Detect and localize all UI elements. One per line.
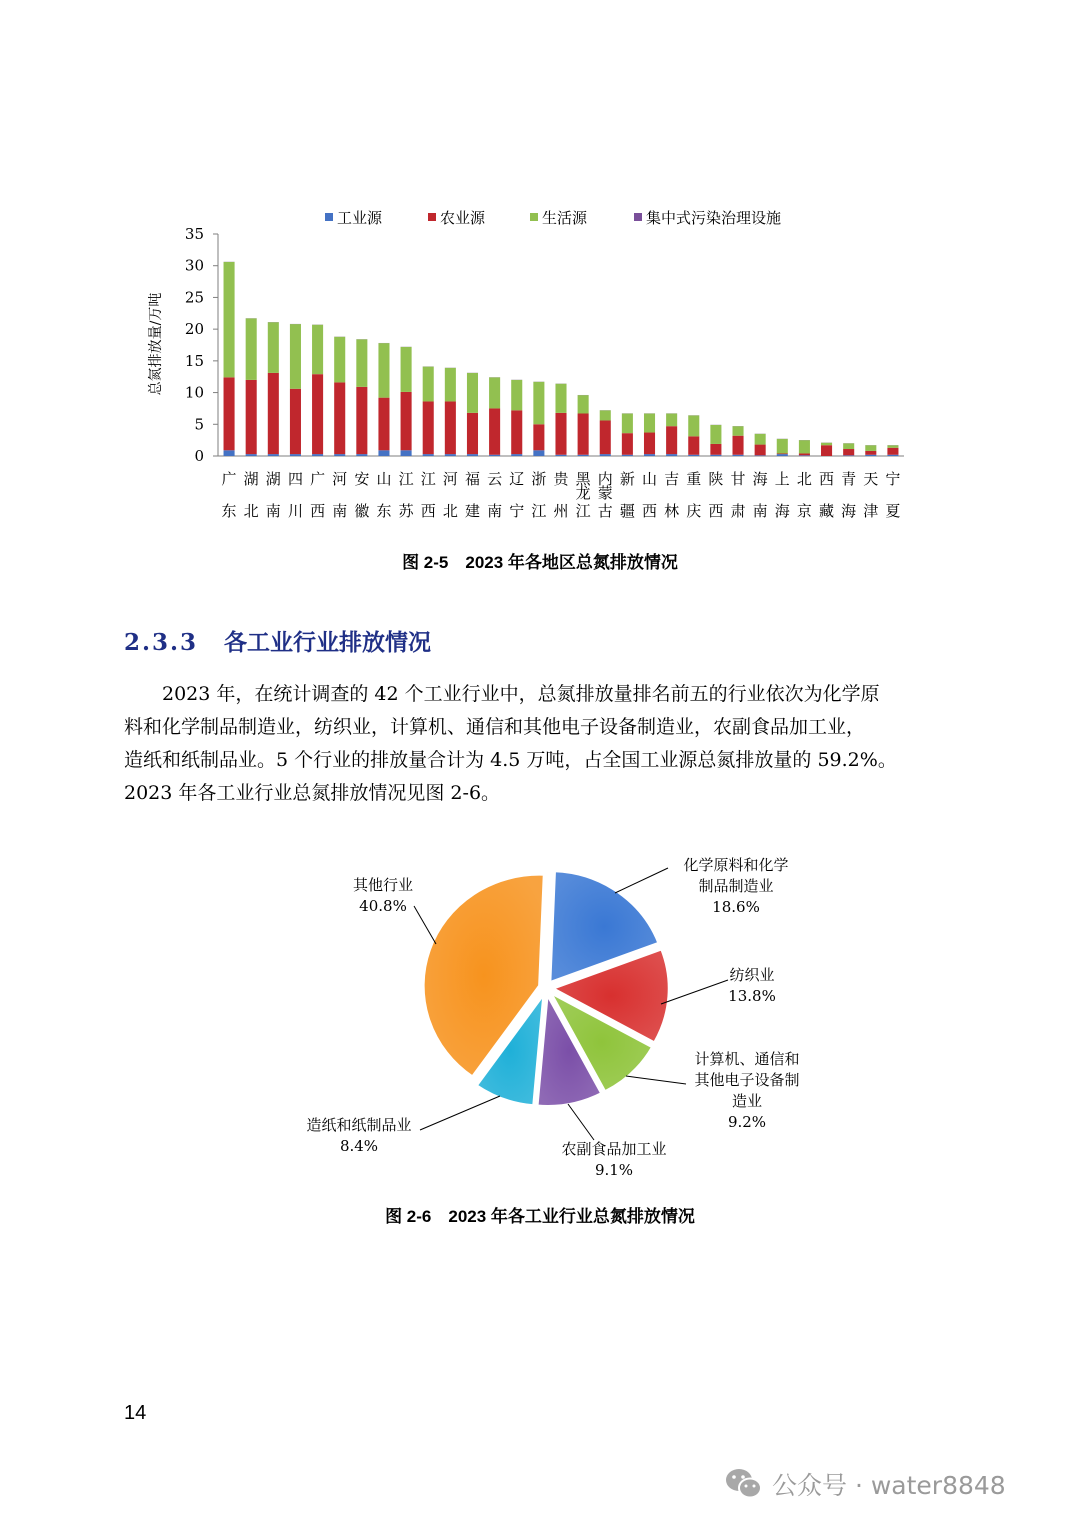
slice-value-label: 13.8%	[728, 987, 776, 1005]
x-category-label: 湖	[243, 470, 259, 488]
x-category-label: 林	[664, 502, 680, 520]
x-category-label: 海	[774, 502, 790, 520]
x-category-label: 上	[774, 470, 790, 488]
x-category-label: 北	[442, 502, 458, 520]
x-category-label: 山	[376, 470, 392, 488]
x-category-label: 古	[597, 502, 613, 520]
slice-value-label: 40.8%	[359, 897, 407, 915]
x-category-label: 疆	[619, 502, 635, 520]
x-category-label: 黑	[575, 470, 591, 488]
x-category-label: 云	[487, 470, 503, 488]
x-category-label: 西	[420, 502, 436, 520]
x-category-label: 建	[464, 502, 480, 520]
slice-value-label: 9.1%	[594, 1161, 634, 1179]
x-category-label: 内	[597, 470, 613, 488]
y-tick-label: 35	[184, 225, 204, 243]
x-category-label: 海	[752, 470, 768, 488]
figure-2-5-caption: 图 2-5 2023 年各地区总氮排放情况	[402, 553, 678, 572]
figure-2-6-caption: 图 2-6 2023 年各工业行业总氮排放情况	[385, 1207, 695, 1226]
legend-label: 农业源	[440, 209, 486, 227]
x-category-label: 山	[642, 470, 658, 488]
x-category-label: 河	[442, 470, 458, 488]
x-category-label: 宁	[509, 502, 525, 520]
x-category-label: 浙	[531, 470, 547, 488]
x-category-label: 京	[796, 502, 812, 520]
slice-label: 造业	[731, 1092, 763, 1110]
x-category-label: 南	[752, 502, 768, 520]
y-axis-title: 总氮排放量/万吨	[148, 292, 164, 396]
legend-label: 生活源	[542, 209, 588, 227]
x-category-label: 藏	[819, 502, 835, 520]
slice-label: 造纸和纸制品业	[306, 1116, 412, 1134]
x-category-label: 庆	[686, 502, 702, 520]
x-category-label: 北	[796, 470, 812, 488]
leader-line	[568, 1104, 594, 1140]
x-category-label: 夏	[885, 502, 901, 520]
slice-value-label: 18.6%	[712, 898, 760, 916]
x-category-label: 蒙	[597, 484, 613, 502]
section-number: 2.3.3	[124, 629, 199, 656]
x-category-label: 江	[531, 502, 547, 520]
x-category-label: 湖	[265, 470, 281, 488]
legend-label: 集中式污染治理设施	[646, 209, 782, 227]
y-tick-label: 0	[194, 447, 204, 465]
x-category-label: 东	[221, 502, 237, 520]
slice-value-label: 8.4%	[339, 1137, 379, 1155]
paragraph-line: 2023 年，在统计调查的 42 个工业行业中，总氮排放量排名前五的行业依次为化学原	[124, 683, 880, 705]
x-category-label: 州	[553, 502, 569, 520]
slice-label: 其他电子设备制	[694, 1071, 800, 1089]
x-category-label: 吉	[664, 470, 680, 488]
x-category-label: 川	[287, 502, 303, 520]
x-category-label: 南	[487, 502, 503, 520]
x-category-label: 宁	[885, 470, 901, 488]
leader-line	[420, 1096, 500, 1130]
slice-label: 其他行业	[352, 876, 414, 894]
x-category-label: 甘	[730, 470, 746, 488]
y-tick-label: 30	[184, 256, 204, 275]
x-category-label: 西	[708, 502, 724, 520]
x-category-label: 陕	[708, 470, 724, 488]
paragraph-line: 2023 年各工业行业总氮排放情况见图 2-6。	[124, 782, 501, 804]
y-tick-label: 10	[184, 383, 204, 402]
slice-value-label: 9.2%	[727, 1113, 767, 1131]
x-category-label: 西	[642, 502, 658, 520]
x-category-label: 北	[243, 502, 259, 520]
x-category-label: 安	[354, 470, 370, 488]
x-category-label: 江	[398, 470, 414, 488]
x-category-label: 广	[310, 470, 326, 488]
x-category-label: 福	[464, 470, 480, 488]
x-category-label: 河	[332, 470, 348, 488]
leader-line	[615, 868, 668, 893]
x-category-label: 东	[376, 502, 392, 520]
wechat-icon	[724, 1467, 764, 1501]
x-category-label: 广	[221, 470, 237, 488]
page-number: 14	[124, 1402, 147, 1424]
slice-label: 化学原料和化学	[683, 856, 789, 874]
x-category-label: 西	[310, 502, 326, 520]
x-category-label: 新	[619, 470, 635, 488]
x-category-label: 青	[841, 470, 857, 488]
x-category-label: 江	[420, 470, 436, 488]
x-category-label: 徽	[354, 502, 370, 520]
x-category-label: 南	[265, 502, 281, 520]
x-category-label: 龙	[575, 484, 591, 502]
x-category-label: 四	[287, 470, 303, 488]
slice-label: 农副食品加工业	[561, 1140, 667, 1158]
watermark-text: 公众号 · water8848	[772, 1471, 1006, 1500]
x-category-label: 海	[841, 502, 857, 520]
x-category-label: 天	[863, 470, 879, 488]
x-category-label: 贵	[553, 470, 569, 488]
x-category-label: 苏	[398, 502, 414, 520]
x-category-label: 辽	[509, 470, 525, 488]
section-title: 各工业行业排放情况	[224, 629, 432, 656]
paragraph-line: 料和化学制品制造业，纺织业，计算机、通信和其他电子设备制造业，农副食品加工业，	[124, 716, 866, 738]
x-category-label: 津	[863, 502, 879, 520]
x-category-label: 重	[686, 470, 702, 488]
legend-label: 工业源	[337, 209, 383, 227]
leader-line	[414, 906, 436, 944]
x-category-label: 南	[332, 502, 348, 520]
slice-label: 制品制造业	[698, 877, 774, 895]
slice-label: 纺织业	[729, 966, 775, 984]
leader-line	[661, 980, 728, 1004]
y-tick-label: 25	[184, 288, 204, 307]
leader-line	[626, 1076, 686, 1084]
watermark	[724, 1464, 1006, 1504]
x-category-label: 西	[819, 470, 835, 488]
x-category-label: 江	[575, 502, 591, 520]
y-tick-label: 15	[184, 351, 204, 370]
y-tick-label: 5	[194, 415, 204, 434]
y-tick-label: 20	[184, 320, 204, 339]
slice-label: 计算机、通信和	[694, 1050, 800, 1068]
x-category-label: 肃	[730, 502, 746, 520]
paragraph-line: 造纸和纸制品业。5 个行业的排放量合计为 4.5 万吨，占全国工业源总氮排放量的 59.2%。	[124, 749, 897, 771]
